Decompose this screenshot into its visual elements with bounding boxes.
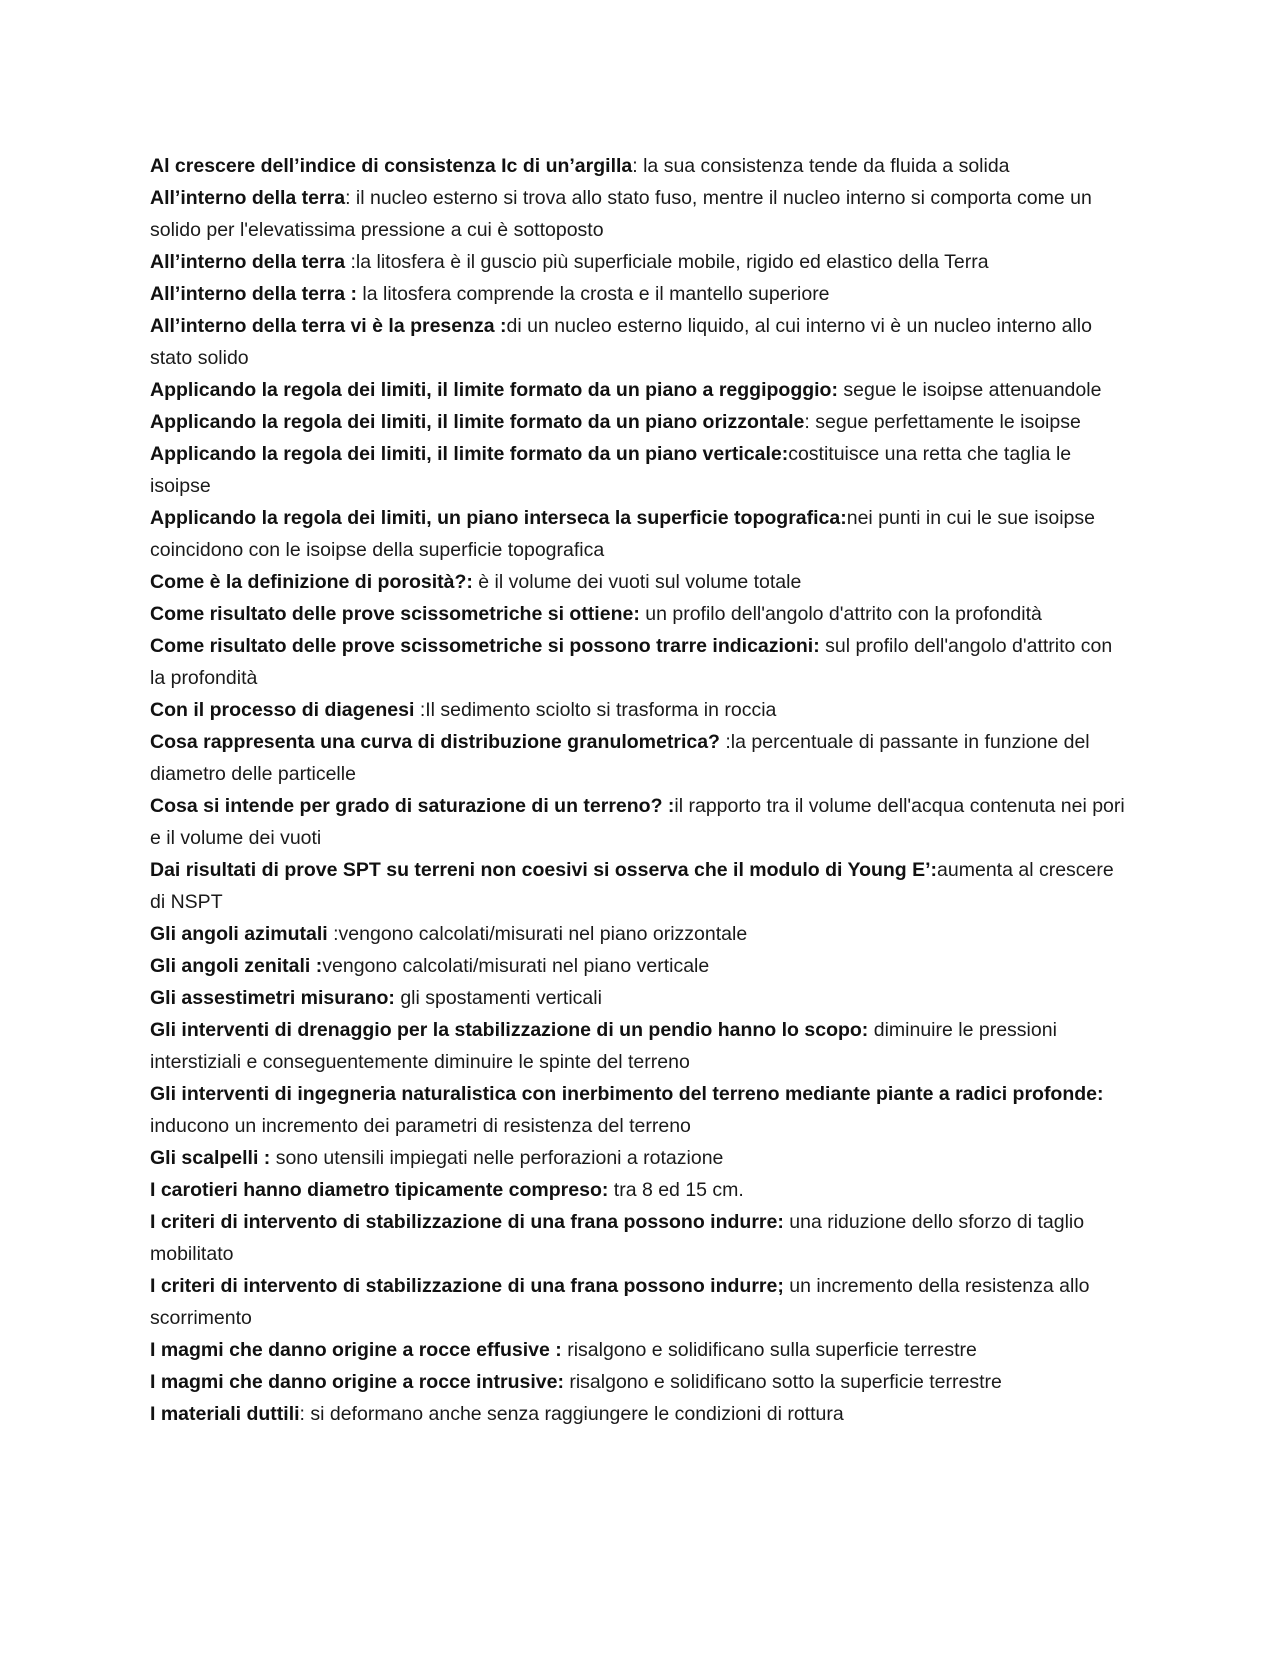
entry-answer: : la sua consistenza tende da fluida a solida xyxy=(632,155,1010,177)
entry-question: All’interno della terra : xyxy=(150,283,357,305)
entry xyxy=(150,406,1128,438)
entry-answer: :la litosfera è il guscio più superficiale mobile, rigido ed elastico della Terra xyxy=(345,251,989,273)
entry-answer: è il volume dei vuoti sul volume totale xyxy=(472,571,802,593)
entry-question: Applicando la regola dei limiti, un piano interseca la superficie topografica: xyxy=(150,507,847,529)
entry-question: Gli angoli azimutali xyxy=(150,923,328,945)
entry-question: I carotieri hanno diametro tipicamente compreso: xyxy=(150,1179,609,1201)
entry-answer: costituisce una retta che taglia le isoipse xyxy=(150,443,1072,497)
entry-answer: : segue perfettamente le isoipse xyxy=(804,411,1081,433)
entry-answer: :vengono calcolati/misurati nel piano orizzontale xyxy=(327,923,748,945)
entry xyxy=(150,1078,1128,1142)
entry-answer: : il nucleo esterno si trova allo stato fuso, mentre il nucleo interno si comporta come un solido per l'elevatissima pressione a cui è sottoposto xyxy=(150,187,1092,241)
entry-answer: sono utensili impiegati nelle perforazioni a rotazione xyxy=(270,1147,724,1169)
entry xyxy=(150,1366,1128,1398)
entry-answer: inducono un incremento dei parametri di resistenza del terreno xyxy=(150,1115,691,1137)
entry-question: Gli angoli zenitali : xyxy=(150,955,323,977)
entry-question: Gli scalpelli : xyxy=(150,1147,271,1169)
entry-question: Gli interventi di drenaggio per la stabilizzazione di un pendio hanno lo scopo: xyxy=(150,1019,869,1041)
entry xyxy=(150,982,1128,1014)
entry xyxy=(150,1270,1128,1334)
entry-answer: gli spostamenti verticali xyxy=(394,987,602,1009)
entry-answer: di un nucleo esterno liquido, al cui interno vi è un nucleo interno allo stato solido xyxy=(150,315,1092,369)
entry xyxy=(150,1142,1128,1174)
entry xyxy=(150,246,1128,278)
entry xyxy=(150,1398,1128,1430)
entry-question: All’interno della terra xyxy=(150,251,346,273)
entry-answer: segue le isoipse attenuandole xyxy=(837,379,1102,401)
entry-question: I criteri di intervento di stabilizzazione di una frana possono indurre; xyxy=(150,1275,784,1297)
entry-answer: risalgono e solidificano sulla superficie terrestre xyxy=(561,1339,977,1361)
entry-answer: :la percentuale di passante in funzione del diametro delle particelle xyxy=(150,731,1090,785)
entry xyxy=(150,790,1128,854)
entry-question: I magmi che danno origine a rocce effusive : xyxy=(150,1339,562,1361)
entry-question: All’interno della terra vi è la presenza : xyxy=(150,315,507,337)
entry-question: Come risultato delle prove scissometriche si ottiene: xyxy=(150,603,640,625)
entry xyxy=(150,150,1128,182)
entry-answer: :Il sedimento sciolto si trasforma in roccia xyxy=(414,699,777,721)
entry-question: Al crescere dell’indice di consistenza Ic di un’argilla xyxy=(150,155,633,177)
entry xyxy=(150,566,1128,598)
entry-question: Con il processo di diagenesi xyxy=(150,699,415,721)
entry xyxy=(150,598,1128,630)
entry-answer: sul profilo dell'angolo d'attrito con la profondità xyxy=(150,635,1113,689)
entry-question: Dai risultati di prove SPT su terreni non coesivi si osserva che il modulo di Young E’: xyxy=(150,859,938,881)
entry xyxy=(150,1334,1128,1366)
entry xyxy=(150,182,1128,246)
entry xyxy=(150,1174,1128,1206)
entry-answer: la litosfera comprende la crosta e il mantello superiore xyxy=(356,283,830,305)
entry-question: All’interno della terra xyxy=(150,187,346,209)
entry xyxy=(150,310,1128,374)
entry-question: Applicando la regola dei limiti, il limite formato da un piano a reggipoggio: xyxy=(150,379,838,401)
entry xyxy=(150,854,1128,918)
entry-answer: diminuire le pressioni interstiziali e conseguentemente diminuire le spinte del terreno xyxy=(150,1019,1057,1073)
entry xyxy=(150,1206,1128,1270)
entry xyxy=(150,950,1128,982)
entry-question: I magmi che danno origine a rocce intrusive: xyxy=(150,1371,564,1393)
entry xyxy=(150,630,1128,694)
document-page xyxy=(150,150,1128,1430)
entry xyxy=(150,278,1128,310)
entry-answer: una riduzione dello sforzo di taglio mobilitato xyxy=(150,1211,1085,1265)
entry-answer: vengono calcolati/misurati nel piano verticale xyxy=(322,955,710,977)
entry xyxy=(150,502,1128,566)
entry-answer: aumenta al crescere di NSPT xyxy=(150,859,1114,913)
entry-answer: : si deformano anche senza raggiungere le condizioni di rottura xyxy=(299,1403,844,1425)
entry-question: Cosa si intende per grado di saturazione di un terreno? : xyxy=(150,795,675,817)
entry xyxy=(150,694,1128,726)
entry-question: Applicando la regola dei limiti, il limite formato da un piano verticale: xyxy=(150,443,789,465)
entry xyxy=(150,726,1128,790)
entry-question: Gli interventi di ingegneria naturalistica con inerbimento del terreno mediante piante a radici profonde: xyxy=(150,1083,1104,1105)
entry-question: Applicando la regola dei limiti, il limite formato da un piano orizzontale xyxy=(150,411,805,433)
entry xyxy=(150,374,1128,406)
entry xyxy=(150,438,1128,502)
entry-answer: risalgono e solidificano sotto la superficie terrestre xyxy=(563,1371,1002,1393)
entry-answer: un profilo dell'angolo d'attrito con la profondità xyxy=(639,603,1042,625)
entry xyxy=(150,1014,1128,1078)
entry-answer: nei punti in cui le sue isoipse coincidono con le isoipse della superficie topografica xyxy=(150,507,1095,561)
entry-answer: il rapporto tra il volume dell'acqua contenuta nei pori e il volume dei vuoti xyxy=(150,795,1125,849)
entry-question: I criteri di intervento di stabilizzazione di una frana possono indurre: xyxy=(150,1211,784,1233)
entry-question: Come è la definizione di porosità?: xyxy=(150,571,473,593)
entry-question: Cosa rappresenta una curva di distribuzione granulometrica? xyxy=(150,731,720,753)
entry-question: Come risultato delle prove scissometriche si possono trarre indicazioni: xyxy=(150,635,820,657)
entry xyxy=(150,918,1128,950)
entry-answer: tra 8 ed 15 cm. xyxy=(608,1179,744,1201)
entry-answer: un incremento della resistenza allo scorrimento xyxy=(150,1275,1090,1329)
entry-question: Gli assestimetri misurano: xyxy=(150,987,395,1009)
entry-question: I materiali duttili xyxy=(150,1403,300,1425)
